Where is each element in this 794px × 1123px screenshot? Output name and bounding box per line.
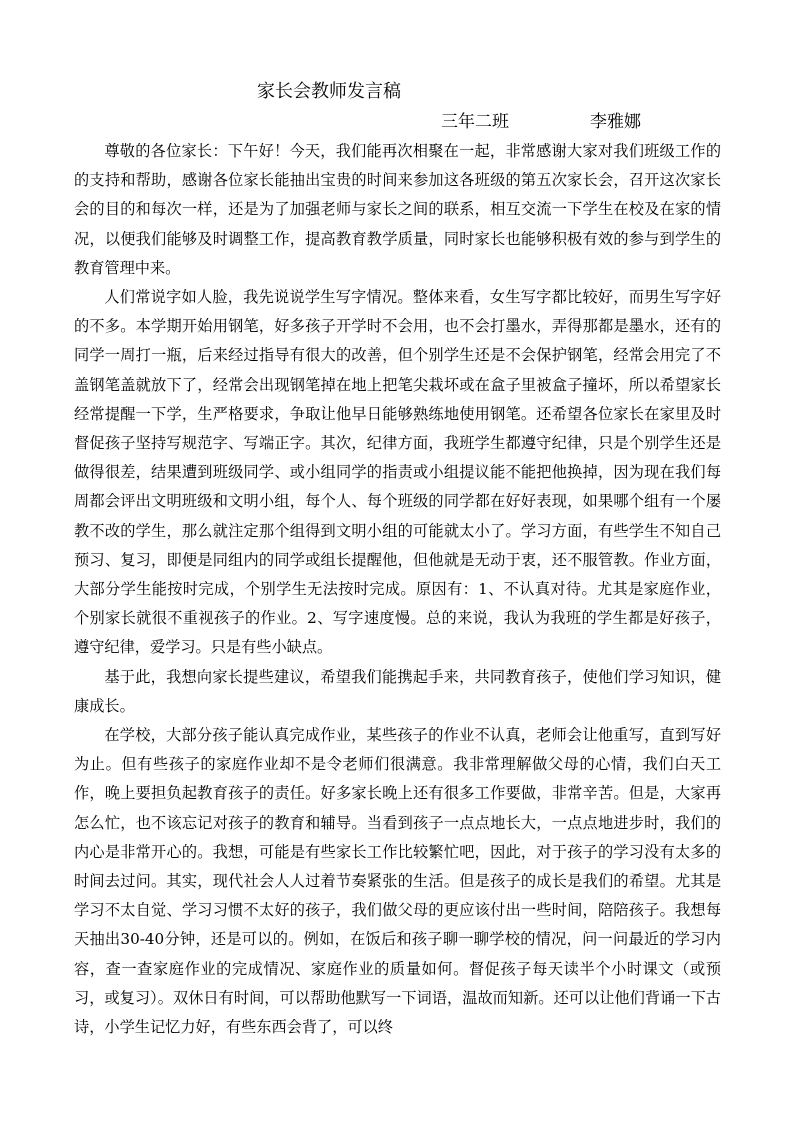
document-title: 家长会教师发言稿 — [257, 81, 401, 102]
document-body — [74, 137, 721, 1042]
paragraph-homework-advice: 在学校，大部分孩子能认真完成作业，某些孩子的作业不认真，老师会让他重写，直到写好为止。但有些孩子的家庭作业却不是令老师们很满意。我非常理解做父母的心情，我们白天工作，晚上要担负起教育孩子的责任。好多家长晚上还有很多工作要做，非常辛苦。但是，大家再怎么忙，也不该忘记对孩子的教育和辅导。当看到孩子一点点地长大，一点点地进步时，我们的内心是非常开心的。我想，可能是有些家长工作比较繁忙吧，因此，对于孩子的学习没有太多的时间去过问。其实，现代社会人人过着节奏紧张的生活。但是孩子的成长是我们的希望。尤其是学习不太自觉、学习习惯不太好的孩子，我们做父母的更应该付出一些时间，陪陪孩子。我想每天抽出30-40分钟，还是可以的。例如，在饭后和孩子聊一聊学校的情况，问一问最近的学习内容，查一查家庭作业的完成情况、家庭作业的质量如何。督促孩子每天读半个小时课文（或预习，或复习）。双休日有时间，可以帮助他默写一下词语，温故而知新。还可以让他们背诵一下古诗，小学生记忆力好，有些东西会背了，可以终 — [74, 726, 721, 1037]
author-name: 李雅娜 — [590, 112, 641, 132]
paragraph-suggestion-intro: 基于此，我想向家长提些建议，希望我们能携起手来，共同教育孩子，使他们学习知识，健康成长。 — [74, 667, 721, 715]
paragraph-greeting: 尊敬的各位家长：下午好！今天，我们能再次相聚在一起，非常感谢大家对我们班级工作的的支持和帮助，感谢各位家长能抽出宝贵的时间来参加这各班级的第五次家长会，召开这次家长会的目的和每次一样，还是为了加强老师与家长之间的联系，相互交流一下学生在校及在家的情况，以便我们能够及时调整工作，提高教育教学质量，同时家长也能够积极有效的参与到学生的教育管理中来。 — [74, 142, 721, 277]
paragraph-student-situation: 人们常说字如人脸，我先说说学生写字情况。整体来看，女生写字都比较好，而男生写字好的不多。本学期开始用钢笔，好多孩子开学时不会用，也不会打墨水，弄得那都是墨水，还有的同学一周打一瓶，后来经过指导有很大的改善，但个别学生还是不会保护钢笔，经常会用完了不盖钢笔盖就放下了，经常会出现钢笔掉在地上把笔尖栽坏或在盒子里被盒子撞坏，所以希望家长经常提醒一下学，生严格要求，争取让他早日能够熟练地使用钢笔。还希望各位家长在家里及时督促孩子坚持写规范字、写端正字。其次，纪律方面，我班学生都遵守纪律，只是个别学生还是做得很差，结果遭到班级同学、或小组同学的指责或小组提议能不能把他换掉，因为现在我们每周都会评出文明班级和文明小组，每个人、每个班级的同学都在好好表现，如果哪个组有一个屡教不改的学生，那么就注定那个组得到文明小组的可能就太小了。学习方面，有些学生不知自己预习、复习，即便是同组内的同学或组长提醒他，但他就是无动于衷，还不服管教。作业方面，大部分学生能按时完成，个别学生无法按时完成。原因有：1、不认真对待。尤其是家庭作业，个别家长就很不重视孩子的作业。2、写字速度慢。总的来说，我认为我班的学生都是好孩子，遵守纪律，爱学习。只是有些小缺点。 — [74, 288, 721, 657]
class-name: 三年二班 — [441, 112, 509, 132]
